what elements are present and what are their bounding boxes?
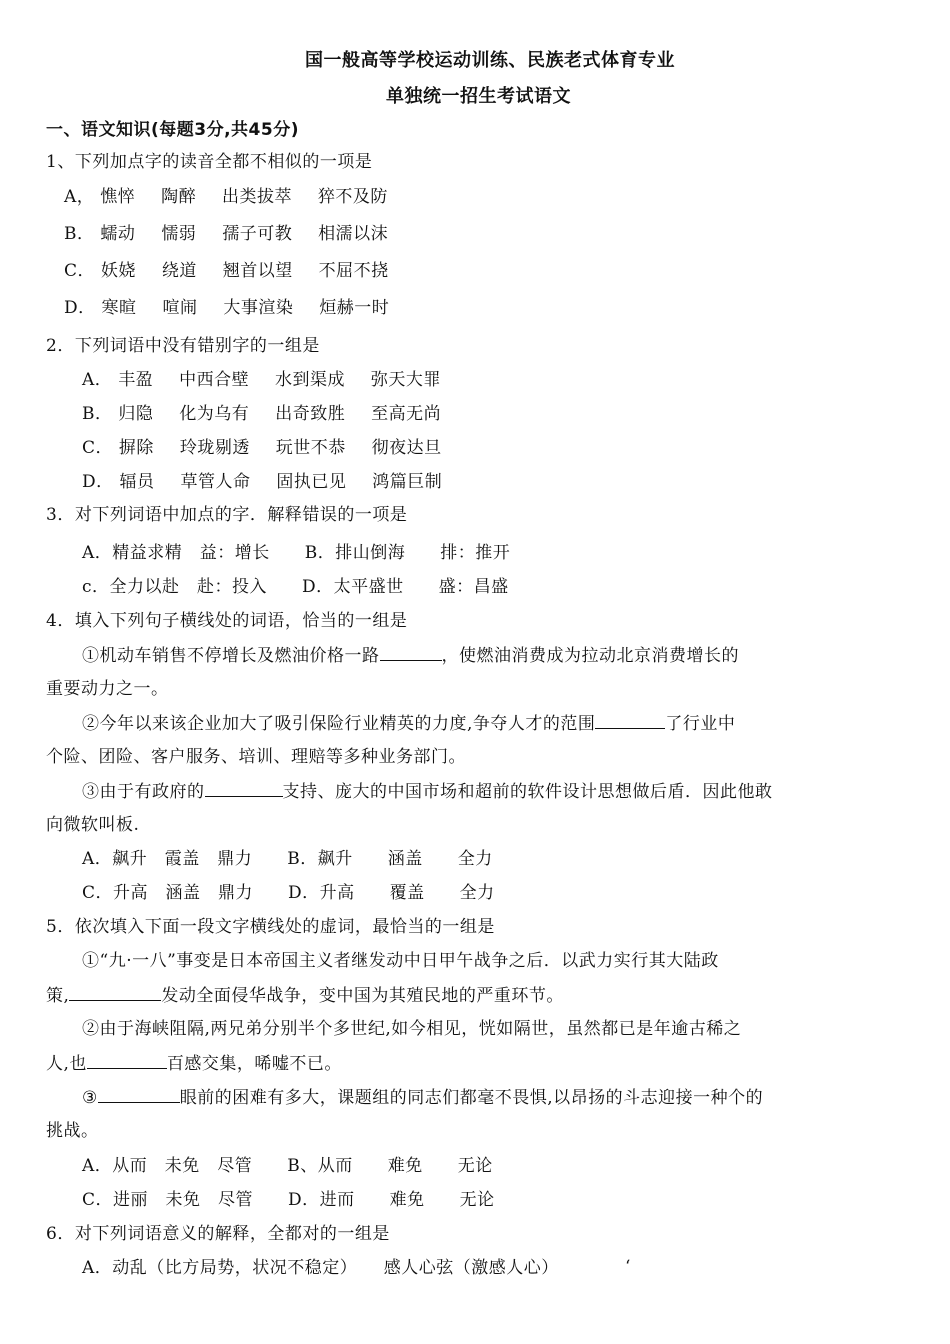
q4-options-row2: C．升高 涵盖 鼎力 D．升高 覆盖 全力 xyxy=(82,883,495,903)
option-word: 弥天大罪 xyxy=(370,370,441,390)
option-label: C． xyxy=(82,438,114,458)
option-word: 摒除 xyxy=(118,438,154,458)
sentence-text: 人,也 xyxy=(46,1054,87,1074)
q5-sentence3-cont: 挑战。 xyxy=(46,1121,99,1141)
option-word: 烜赫一时 xyxy=(319,298,390,318)
option-label: B． xyxy=(64,224,95,244)
option-word: 不屈不挠 xyxy=(318,261,389,281)
q4-stem: 4．填入下列句子横线处的词语，恰当的一组是 xyxy=(46,611,408,631)
fill-blank xyxy=(98,1086,180,1103)
q4-sentence3 xyxy=(82,780,773,803)
option-label: C． xyxy=(64,261,96,281)
fill-blank xyxy=(69,984,161,1001)
option-word: 喧闹 xyxy=(162,298,198,318)
sentence-text: 眼前的困难有多大，课题组的同志们都毫不畏惧,以昂扬的斗志迎接一种个的 xyxy=(179,1088,764,1108)
option-label: A， xyxy=(64,187,95,207)
q5-sentence1: ①“九·一八”事变是日本帝国主义者继发动中日甲午战争之后．以武力实行其大陆政 xyxy=(82,951,719,971)
q5-sentence3 xyxy=(82,1086,763,1109)
q2-option-a xyxy=(82,369,461,391)
option-word: 孺子可教 xyxy=(222,224,293,244)
option-word: 蠕动 xyxy=(100,224,136,244)
q5-sentence1-cont xyxy=(46,984,564,1007)
option-word: 玩世不恭 xyxy=(275,438,346,458)
option-word: 辐员 xyxy=(119,472,155,492)
sentence-text: ①机动车销售不停增长及燃油价格一路 xyxy=(82,646,380,666)
section-heading: 一、语文知识(每题3分,共45分) xyxy=(46,120,299,140)
q1-stem xyxy=(46,151,372,173)
sentence-text: 支持、庞大的中国市场和超前的软件设计思想做后盾．因此他敢 xyxy=(282,782,773,802)
sentence-text: ，使燃油消费成为拉动北京消费增长的 xyxy=(441,646,739,666)
q5-sentence2-cont xyxy=(46,1052,342,1075)
fill-blank xyxy=(380,644,442,661)
q4-sentence1 xyxy=(82,644,739,667)
option-word: 寒暄 xyxy=(101,298,137,318)
option-word: 妖娆 xyxy=(100,261,136,281)
option-word: 出类拔萃 xyxy=(222,187,292,207)
option-word: 相濡以沫 xyxy=(318,224,389,244)
option-word: 至高无尚 xyxy=(371,404,442,424)
q2-option-d xyxy=(82,471,462,493)
fill-blank xyxy=(205,780,283,797)
option-word: 草管人命 xyxy=(180,472,251,492)
sentence-text: 百感交集，唏嘘不已。 xyxy=(166,1054,342,1074)
q4-options-row1: A．飙升 霞盖 鼎力 B．飙升 涵盖 全力 xyxy=(82,849,493,869)
q5-stem: 5．依次填入下面一段文字横线处的虚词，最恰当的一组是 xyxy=(46,917,495,937)
q6-options-row1: A．动乱（比方局势，状况不稳定） 感人心弦（激感人心） xyxy=(82,1258,559,1278)
stray-mark: ‘ xyxy=(625,1257,631,1277)
option-word: 固执已见 xyxy=(276,472,347,492)
option-word: 鸿篇巨制 xyxy=(372,472,443,492)
option-word: 绕道 xyxy=(161,261,197,281)
option-word: 懦弱 xyxy=(161,224,197,244)
q4-sentence1-cont: 重要动力之一。 xyxy=(46,679,169,699)
option-label: D． xyxy=(82,472,114,492)
q2-option-c xyxy=(82,437,462,459)
option-word: 水到渠成 xyxy=(275,370,345,390)
q4-sentence2 xyxy=(82,712,735,735)
sentence-text: 策, xyxy=(46,986,70,1006)
q5-options-row2: C．进丽 未免 尽管 D．进而 难免 无论 xyxy=(82,1190,495,1210)
sentence-text: 了行业中 xyxy=(665,714,736,734)
q4-sentence3-cont: 向微软叫板. xyxy=(46,815,140,835)
q1-option-b xyxy=(64,223,408,245)
fill-blank xyxy=(595,712,665,729)
sentence-text: ③ xyxy=(82,1088,98,1108)
q1-option-a xyxy=(64,186,408,208)
option-word: 化为乌有 xyxy=(179,404,250,424)
option-label: D． xyxy=(64,298,96,318)
option-label: A． xyxy=(82,370,113,390)
option-word: 中西合壁 xyxy=(179,370,250,390)
option-word: 陶醉 xyxy=(161,187,197,207)
sentence-text: ②今年以来该企业加大了吸引保险行业精英的力度,争夺人才的范围 xyxy=(82,714,596,734)
sentence-text: ③由于有政府的 xyxy=(82,782,205,802)
option-word: 翘首以望 xyxy=(222,261,293,281)
option-word: 归隐 xyxy=(118,404,154,424)
exam-title-line2: 单独统一招生考试语文 xyxy=(386,86,571,107)
option-label: B． xyxy=(82,404,113,424)
option-word: 丰盈 xyxy=(118,370,154,390)
q1-option-c xyxy=(64,260,409,282)
q1-option-d xyxy=(64,297,409,319)
option-word: 玲珑剔透 xyxy=(179,438,250,458)
option-word: 猝不及防 xyxy=(317,187,388,207)
q1-stem-text: 1、下列加点字的读音全都不相似的一项是 xyxy=(46,152,373,172)
option-word: 憔悴 xyxy=(100,187,136,207)
option-word: 大事渲染 xyxy=(223,298,294,318)
q2-stem: 2．下列词语中没有错别字的一组是 xyxy=(46,336,320,356)
q4-sentence2-cont: 个险、团险、客户服务、培训、理赔等多种业务部门。 xyxy=(46,747,466,767)
q3-stem: 3．对下列词语中加点的字．解释错误的一项是 xyxy=(46,505,408,525)
q5-options-row1: A．从而 未免 尽管 B、从而 难免 无论 xyxy=(82,1156,493,1176)
q6-stem: 6．对下列词语意义的解释，全都对的一组是 xyxy=(46,1224,390,1244)
q3-options-row1: A．精益求精 益：增长 B．排山倒海 排：推开 xyxy=(82,543,511,563)
option-word: 出奇致胜 xyxy=(275,404,346,424)
q5-sentence2: ②由于海峡阻隔,两兄弟分别半个多世纪,如今相见，恍如隔世，虽然都已是年逾古稀之 xyxy=(82,1019,742,1039)
fill-blank xyxy=(87,1052,167,1069)
q3-options-row2: c．全力以赴 赴：投入 D．太平盛世 盛：昌盛 xyxy=(82,577,509,597)
exam-title-line1: 国一般高等学校运动训练、民族老式体育专业 xyxy=(305,50,675,71)
q2-option-b xyxy=(82,403,461,425)
option-word: 彻夜达旦 xyxy=(371,438,442,458)
sentence-text: 发动全面侵华战争，变中国为其殖民地的严重环节。 xyxy=(161,986,564,1006)
